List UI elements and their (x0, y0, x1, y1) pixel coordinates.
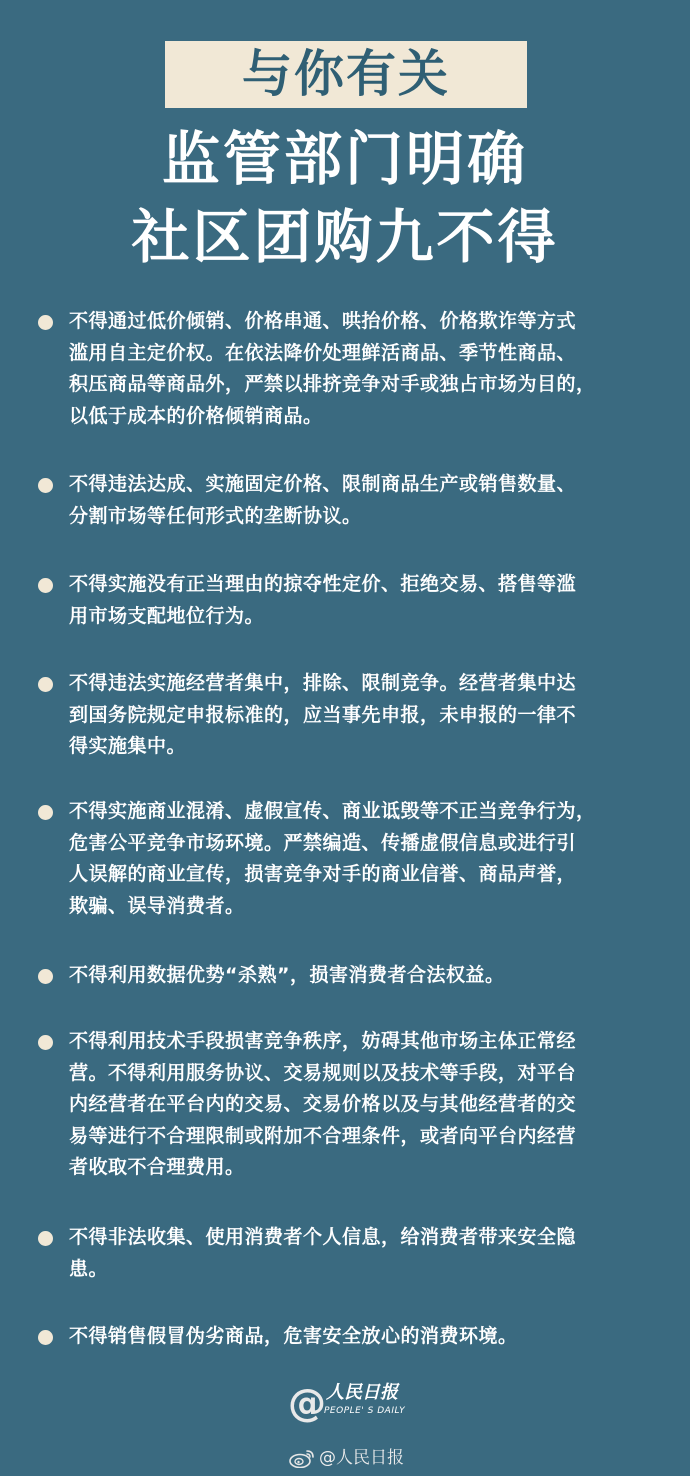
weibo-icon (289, 1448, 315, 1468)
rule-line: 不得实施没有正当理由的掠夺性定价、拒绝交易、搭售等滥 (69, 573, 577, 595)
rule-line: 不得非法收集、使用消费者个人信息，给消费者带来安全隐 (69, 1226, 577, 1248)
rule-line: 用市场支配地位行为。 (69, 604, 265, 627)
rule-line: 不得违法达成、实施固定价格、限制商品生产或销售数量、 (69, 473, 577, 495)
rule-line: 到国务院规定申报标准的，应当事先申报，未申报的一律不 (69, 703, 577, 726)
rule-line: 不得违法实施经营者集中，排除、限制竞争。经营者集中达 (69, 672, 577, 694)
logo-at-symbol: @ (288, 1381, 326, 1425)
rule-line: 者收取不合理费用。 (69, 1156, 245, 1178)
rule-item-text (69, 469, 669, 532)
headline-line-1: 监管部门明确 (161, 125, 528, 193)
bullet-dot-icon (38, 805, 53, 820)
rule-line: 不得实施商业混淆、虚假宣传、商业诋毁等不正当竞争行为， (69, 800, 596, 822)
bullet-dot-icon (38, 677, 53, 692)
weibo-account-text: @人民日报 (319, 1448, 404, 1468)
rule-line: 得实施集中。 (69, 735, 187, 757)
rule-line: 患。 (69, 1257, 109, 1280)
bullet-dot-icon (38, 1330, 53, 1345)
bullet-dot-icon (38, 578, 53, 593)
rule-line: 人误解的商业宣传，损害竞争对手的商业信誉、商品声誉， (69, 863, 577, 885)
rule-line: 欺骗、误导消费者。 (69, 894, 245, 917)
rule-item-text (69, 1026, 669, 1184)
bullet-dot-icon (38, 1035, 53, 1050)
rule-line: 危害公平竞争市场环境。严禁编造、传播虚假信息或进行引 (69, 831, 577, 854)
bullet-dot-icon (38, 315, 53, 330)
bullet-dot-icon (38, 1231, 53, 1246)
rule-line: 不得销售假冒伪劣商品，危害安全放心的消费环境。 (69, 1325, 518, 1347)
rule-item-text (69, 1222, 669, 1285)
rule-line: 不得利用技术手段损害竞争秩序，妨碍其他市场主体正常经 (69, 1030, 577, 1052)
bullet-dot-icon (38, 478, 53, 493)
rule-item-text (69, 1321, 669, 1353)
headline-line-2: 社区团购九不得 (131, 203, 559, 271)
rule-line: 内经营者在平台内的交易、交易价格以及与其他经营者的交 (69, 1093, 577, 1115)
logo-name-cn: 人民日报 (326, 1382, 398, 1403)
rule-item-text (69, 668, 669, 763)
rule-line: 易等进行不合理限制或附加不合理条件，或者向平台内经营 (69, 1124, 577, 1147)
rule-item-text (69, 796, 669, 922)
rule-line: 滥用自主定价权。在依法降价处理鲜活商品、季节性商品、 (69, 341, 577, 364)
rule-line: 以低于成本的价格倾销商品。 (69, 404, 323, 427)
rule-line: 积压商品等商品外，严禁以排挤竞争对手或独占市场为目的， (69, 373, 596, 395)
rule-item-text (69, 960, 669, 992)
rule-line: 不得通过低价倾销、价格串通、哄抬价格、价格欺诈等方式 (69, 310, 577, 332)
weibo-watermark (289, 1446, 404, 1470)
header-tag: 与你有关 (165, 41, 527, 108)
logo-name-en: PEOPLE' S DAILY (324, 1406, 406, 1416)
rule-line: 营。不得利用服务协议、交易规则以及技术等手段，对平台 (69, 1061, 577, 1084)
bullet-dot-icon (38, 969, 53, 984)
rule-line: 不得利用数据优势“杀熟”，损害消费者合法权益。 (69, 964, 505, 986)
rule-item-text (69, 569, 669, 632)
rule-line: 分割市场等任何形式的垄断协议。 (69, 504, 362, 527)
rule-item-text (69, 306, 669, 432)
peoples-daily-logo (288, 1381, 406, 1425)
